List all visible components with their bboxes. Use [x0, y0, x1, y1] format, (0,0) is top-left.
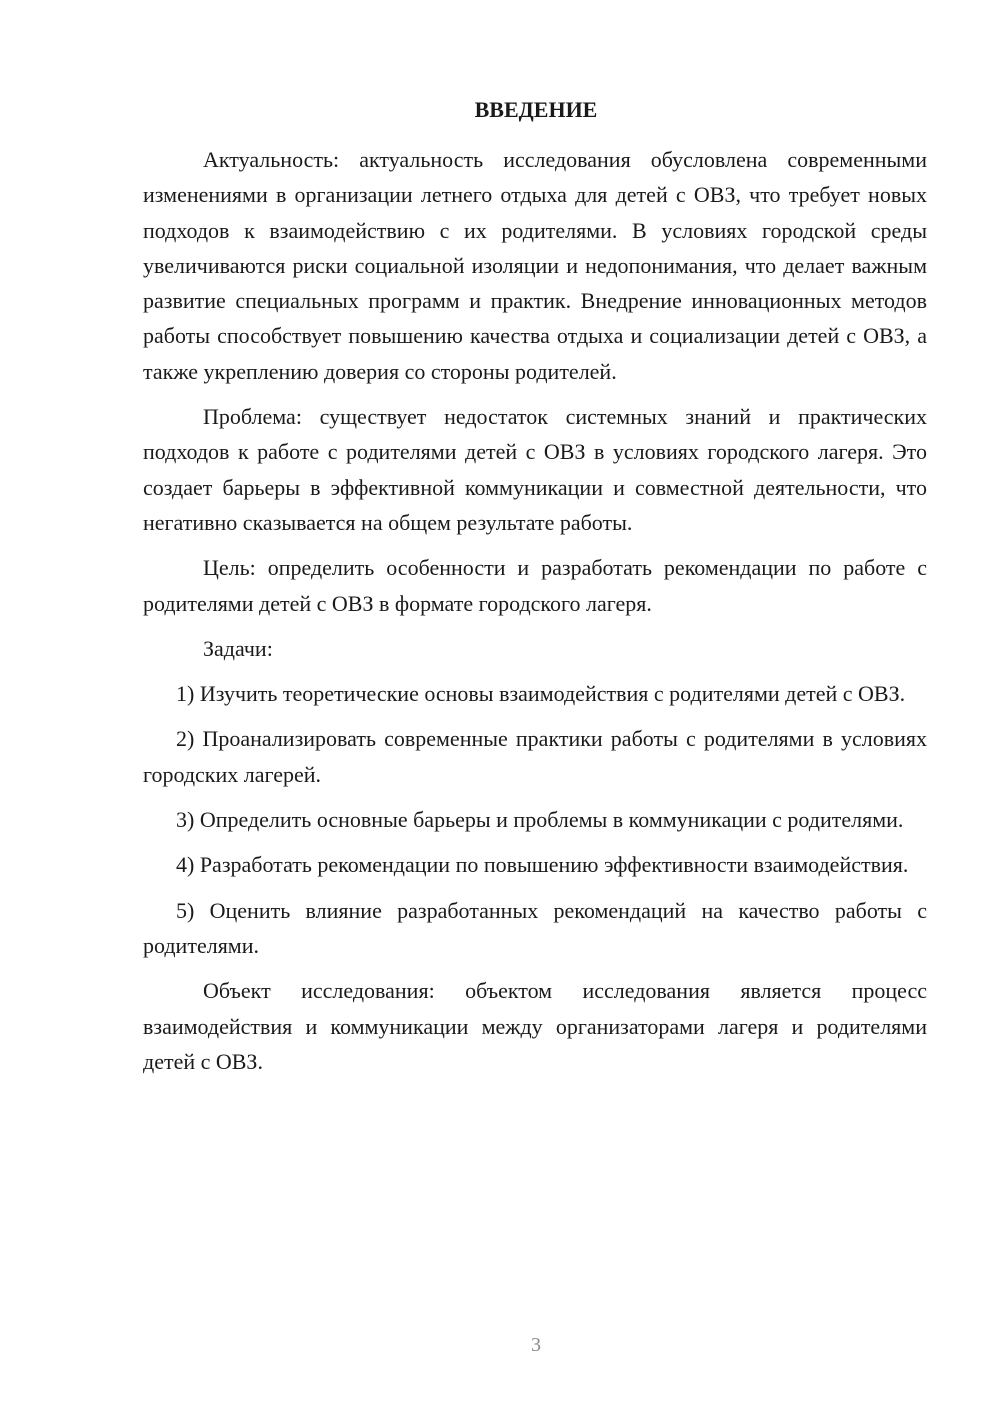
tasks-heading: Задачи:: [203, 635, 273, 661]
task-item: 3) Определить основные барьеры и проблемы в коммуникации с родителями.: [176, 807, 904, 833]
paragraph-problem: Проблема: существует недостаток системных знаний и практических подходов к работе с родителями детей с ОВЗ в условиях городского лагеря. Это создает барьеры в эффективной коммуникации и совместной деятельности, что негативно сказывается на общем результате работы.: [143, 404, 927, 535]
page-number: 3: [531, 1334, 541, 1356]
task-item: 2) Проанализировать современные практики работы с родителями в условиях городских лагерей.: [143, 726, 927, 787]
paragraph-goal: Цель: определить особенности и разработать рекомендации по работе с родителями детей с ОВЗ в формате городского лагеря.: [143, 555, 927, 616]
page-title: ВВЕДЕНИЕ: [474, 97, 598, 122]
task-item: 1) Изучить теоретические основы взаимодействия с родителями детей с ОВЗ.: [176, 681, 906, 707]
paragraph-object: Объект исследования: объектом исследования является процесс взаимодействия и коммуникации между организаторами лагеря и родителями детей с ОВЗ.: [143, 978, 927, 1074]
task-item: 5) Оценить влияние разработанных рекомендаций на качество работы с родителями.: [143, 897, 927, 958]
paragraph-relevance: Актуальность: актуальность исследования обусловлена современными изменениями в организации летнего отдыха для детей с ОВЗ, что требует новых подходов к взаимодействию с их родителями. В условиях городской среды увеличиваются риски социальной изоляции и недопонимания, что делает важным развитие специальных программ и практик. Внедрение инновационных методов работы способствует повышению качества отдыха и социализации детей с ОВЗ, а также укреплению доверия со стороны родителей.: [143, 147, 927, 384]
task-item: 4) Разработать рекомендации по повышению эффективности взаимодействия.: [176, 852, 909, 878]
document-body: [143, 142, 927, 1079]
